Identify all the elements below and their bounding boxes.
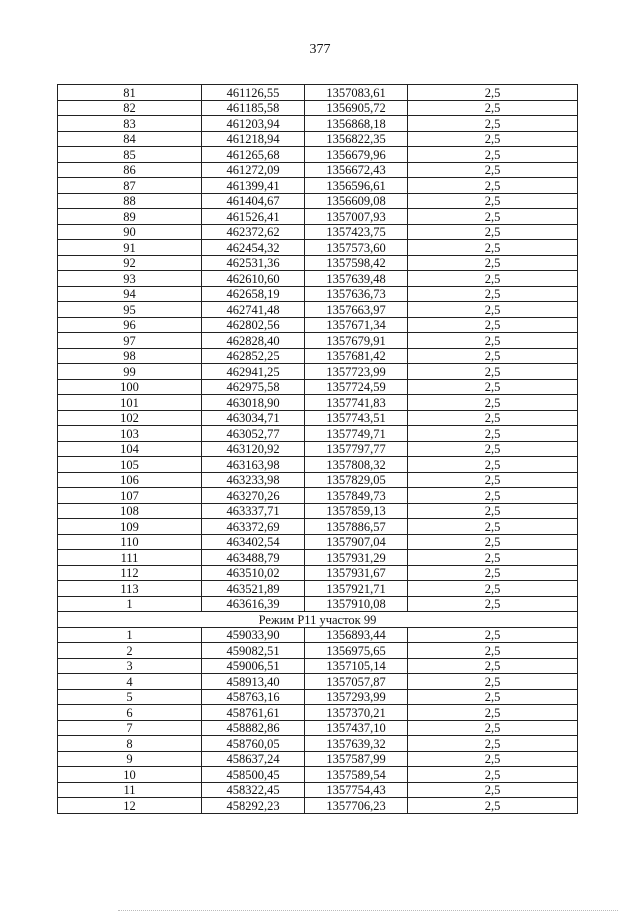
y-coordinate-cell: 1357293,99 xyxy=(305,689,408,705)
x-coordinate-cell: 463052,77 xyxy=(202,426,305,442)
x-coordinate-cell: 461399,41 xyxy=(202,178,305,194)
value-cell: 2,5 xyxy=(408,379,578,395)
value-cell: 2,5 xyxy=(408,348,578,364)
point-number-cell: 81 xyxy=(58,85,202,101)
point-number-cell: 1 xyxy=(58,596,202,612)
value-cell: 2,5 xyxy=(408,736,578,752)
table-row xyxy=(58,100,578,116)
point-number-cell: 87 xyxy=(58,178,202,194)
x-coordinate-cell: 462658,19 xyxy=(202,286,305,302)
value-cell: 2,5 xyxy=(408,178,578,194)
scan-edge-line xyxy=(118,910,618,911)
x-coordinate-cell: 458763,16 xyxy=(202,689,305,705)
value-cell: 2,5 xyxy=(408,271,578,287)
point-number-cell: 113 xyxy=(58,581,202,597)
point-number-cell: 1 xyxy=(58,627,202,643)
y-coordinate-cell: 1357849,73 xyxy=(305,488,408,504)
y-coordinate-cell: 1357931,67 xyxy=(305,565,408,581)
table-row xyxy=(58,162,578,178)
y-coordinate-cell: 1357636,73 xyxy=(305,286,408,302)
table-row xyxy=(58,627,578,643)
value-cell: 2,5 xyxy=(408,395,578,411)
x-coordinate-cell: 463521,89 xyxy=(202,581,305,597)
value-cell: 2,5 xyxy=(408,705,578,721)
y-coordinate-cell: 1357370,21 xyxy=(305,705,408,721)
value-cell: 2,5 xyxy=(408,627,578,643)
x-coordinate-cell: 461185,58 xyxy=(202,100,305,116)
value-cell: 2,5 xyxy=(408,317,578,333)
y-coordinate-cell: 1357598,42 xyxy=(305,255,408,271)
table-row xyxy=(58,317,578,333)
point-number-cell: 106 xyxy=(58,472,202,488)
x-coordinate-cell: 461404,67 xyxy=(202,193,305,209)
y-coordinate-cell: 1357663,97 xyxy=(305,302,408,318)
x-coordinate-cell: 459082,51 xyxy=(202,643,305,659)
value-cell: 2,5 xyxy=(408,596,578,612)
y-coordinate-cell: 1357587,99 xyxy=(305,751,408,767)
value-cell: 2,5 xyxy=(408,767,578,783)
table-row xyxy=(58,596,578,612)
value-cell: 2,5 xyxy=(408,581,578,597)
y-coordinate-cell: 1357679,91 xyxy=(305,333,408,349)
table-row xyxy=(58,534,578,550)
point-number-cell: 102 xyxy=(58,410,202,426)
y-coordinate-cell: 1357797,77 xyxy=(305,441,408,457)
table-row xyxy=(58,519,578,535)
value-cell: 2,5 xyxy=(408,550,578,566)
point-number-cell: 94 xyxy=(58,286,202,302)
value-cell: 2,5 xyxy=(408,658,578,674)
table-row xyxy=(58,209,578,225)
table-row xyxy=(58,271,578,287)
y-coordinate-cell: 1357754,43 xyxy=(305,782,408,798)
value-cell: 2,5 xyxy=(408,100,578,116)
point-number-cell: 84 xyxy=(58,131,202,147)
table-row xyxy=(58,426,578,442)
table-row xyxy=(58,767,578,783)
value-cell: 2,5 xyxy=(408,224,578,240)
point-number-cell: 83 xyxy=(58,116,202,132)
value-cell: 2,5 xyxy=(408,457,578,473)
table-row xyxy=(58,550,578,566)
point-number-cell: 90 xyxy=(58,224,202,240)
x-coordinate-cell: 463163,98 xyxy=(202,457,305,473)
x-coordinate-cell: 459033,90 xyxy=(202,627,305,643)
point-number-cell: 105 xyxy=(58,457,202,473)
value-cell: 2,5 xyxy=(408,751,578,767)
x-coordinate-cell: 462852,25 xyxy=(202,348,305,364)
table-row xyxy=(58,581,578,597)
value-cell: 2,5 xyxy=(408,162,578,178)
x-coordinate-cell: 462610,60 xyxy=(202,271,305,287)
point-number-cell: 12 xyxy=(58,798,202,814)
x-coordinate-cell: 458500,45 xyxy=(202,767,305,783)
y-coordinate-cell: 1357931,29 xyxy=(305,550,408,566)
table-row xyxy=(58,410,578,426)
point-number-cell: 9 xyxy=(58,751,202,767)
y-coordinate-cell: 1357921,71 xyxy=(305,581,408,597)
x-coordinate-cell: 463402,54 xyxy=(202,534,305,550)
point-number-cell: 111 xyxy=(58,550,202,566)
y-coordinate-cell: 1356822,35 xyxy=(305,131,408,147)
y-coordinate-cell: 1357724,59 xyxy=(305,379,408,395)
point-number-cell: 7 xyxy=(58,720,202,736)
point-number-cell: 100 xyxy=(58,379,202,395)
y-coordinate-cell: 1357886,57 xyxy=(305,519,408,535)
value-cell: 2,5 xyxy=(408,503,578,519)
table-row xyxy=(58,751,578,767)
table-row xyxy=(58,286,578,302)
y-coordinate-cell: 1357808,32 xyxy=(305,457,408,473)
y-coordinate-cell: 1357083,61 xyxy=(305,85,408,101)
point-number-cell: 108 xyxy=(58,503,202,519)
x-coordinate-cell: 461272,09 xyxy=(202,162,305,178)
point-number-cell: 103 xyxy=(58,426,202,442)
x-coordinate-cell: 458322,45 xyxy=(202,782,305,798)
table-row xyxy=(58,457,578,473)
value-cell: 2,5 xyxy=(408,426,578,442)
y-coordinate-cell: 1357639,32 xyxy=(305,736,408,752)
x-coordinate-cell: 462454,32 xyxy=(202,240,305,256)
value-cell: 2,5 xyxy=(408,116,578,132)
page-number: 377 xyxy=(309,42,331,57)
table-row xyxy=(58,643,578,659)
point-number-cell: 112 xyxy=(58,565,202,581)
point-number-cell: 93 xyxy=(58,271,202,287)
y-coordinate-cell: 1356609,08 xyxy=(305,193,408,209)
y-coordinate-cell: 1357681,42 xyxy=(305,348,408,364)
x-coordinate-cell: 462741,48 xyxy=(202,302,305,318)
y-coordinate-cell: 1357007,93 xyxy=(305,209,408,225)
value-cell: 2,5 xyxy=(408,689,578,705)
x-coordinate-cell: 458760,05 xyxy=(202,736,305,752)
x-coordinate-cell: 463372,69 xyxy=(202,519,305,535)
x-coordinate-cell: 463034,71 xyxy=(202,410,305,426)
y-coordinate-cell: 1357829,05 xyxy=(305,472,408,488)
point-number-cell: 88 xyxy=(58,193,202,209)
value-cell: 2,5 xyxy=(408,643,578,659)
table-row xyxy=(58,472,578,488)
y-coordinate-cell: 1357639,48 xyxy=(305,271,408,287)
y-coordinate-cell: 1356679,96 xyxy=(305,147,408,163)
x-coordinate-cell: 463510,02 xyxy=(202,565,305,581)
value-cell: 2,5 xyxy=(408,519,578,535)
point-number-cell: 2 xyxy=(58,643,202,659)
table-row xyxy=(58,302,578,318)
x-coordinate-cell: 458913,40 xyxy=(202,674,305,690)
point-number-cell: 89 xyxy=(58,209,202,225)
table-row xyxy=(58,116,578,132)
section-title: Режим Р11 участок 99 xyxy=(58,612,578,628)
y-coordinate-cell: 1357423,75 xyxy=(305,224,408,240)
x-coordinate-cell: 463018,90 xyxy=(202,395,305,411)
y-coordinate-cell: 1357741,83 xyxy=(305,395,408,411)
value-cell: 2,5 xyxy=(408,565,578,581)
value-cell: 2,5 xyxy=(408,798,578,814)
point-number-cell: 3 xyxy=(58,658,202,674)
table-row xyxy=(58,193,578,209)
table-row xyxy=(58,364,578,380)
table-row xyxy=(58,705,578,721)
y-coordinate-cell: 1356905,72 xyxy=(305,100,408,116)
x-coordinate-cell: 463233,98 xyxy=(202,472,305,488)
x-coordinate-cell: 458292,23 xyxy=(202,798,305,814)
point-number-cell: 99 xyxy=(58,364,202,380)
value-cell: 2,5 xyxy=(408,193,578,209)
x-coordinate-cell: 463337,71 xyxy=(202,503,305,519)
y-coordinate-cell: 1357907,04 xyxy=(305,534,408,550)
point-number-cell: 11 xyxy=(58,782,202,798)
y-coordinate-cell: 1357910,08 xyxy=(305,596,408,612)
value-cell: 2,5 xyxy=(408,209,578,225)
y-coordinate-cell: 1356893,44 xyxy=(305,627,408,643)
value-cell: 2,5 xyxy=(408,674,578,690)
point-number-cell: 98 xyxy=(58,348,202,364)
table-row xyxy=(58,674,578,690)
y-coordinate-cell: 1357743,51 xyxy=(305,410,408,426)
point-number-cell: 4 xyxy=(58,674,202,690)
point-number-cell: 92 xyxy=(58,255,202,271)
table-row xyxy=(58,720,578,736)
x-coordinate-cell: 462372,62 xyxy=(202,224,305,240)
table-row xyxy=(58,224,578,240)
value-cell: 2,5 xyxy=(408,286,578,302)
value-cell: 2,5 xyxy=(408,410,578,426)
x-coordinate-cell: 461526,41 xyxy=(202,209,305,225)
x-coordinate-cell: 463616,39 xyxy=(202,596,305,612)
value-cell: 2,5 xyxy=(408,534,578,550)
table-row xyxy=(58,379,578,395)
point-number-cell: 6 xyxy=(58,705,202,721)
y-coordinate-cell: 1357589,54 xyxy=(305,767,408,783)
point-number-cell: 8 xyxy=(58,736,202,752)
table-row xyxy=(58,441,578,457)
table-row xyxy=(58,395,578,411)
point-number-cell: 85 xyxy=(58,147,202,163)
coordinates-table xyxy=(57,84,578,814)
y-coordinate-cell: 1357573,60 xyxy=(305,240,408,256)
point-number-cell: 104 xyxy=(58,441,202,457)
table-row xyxy=(58,85,578,101)
y-coordinate-cell: 1357706,23 xyxy=(305,798,408,814)
section-header-row xyxy=(58,612,578,628)
point-number-cell: 10 xyxy=(58,767,202,783)
value-cell: 2,5 xyxy=(408,131,578,147)
table-row xyxy=(58,658,578,674)
y-coordinate-cell: 1356975,65 xyxy=(305,643,408,659)
table-row xyxy=(58,147,578,163)
x-coordinate-cell: 462802,56 xyxy=(202,317,305,333)
y-coordinate-cell: 1357057,87 xyxy=(305,674,408,690)
table-row xyxy=(58,131,578,147)
point-number-cell: 96 xyxy=(58,317,202,333)
value-cell: 2,5 xyxy=(408,364,578,380)
point-number-cell: 109 xyxy=(58,519,202,535)
table-row xyxy=(58,736,578,752)
value-cell: 2,5 xyxy=(408,147,578,163)
point-number-cell: 107 xyxy=(58,488,202,504)
x-coordinate-cell: 462941,25 xyxy=(202,364,305,380)
x-coordinate-cell: 461126,55 xyxy=(202,85,305,101)
x-coordinate-cell: 463270,26 xyxy=(202,488,305,504)
y-coordinate-cell: 1356596,61 xyxy=(305,178,408,194)
y-coordinate-cell: 1357437,10 xyxy=(305,720,408,736)
table-row xyxy=(58,255,578,271)
x-coordinate-cell: 458637,24 xyxy=(202,751,305,767)
y-coordinate-cell: 1357671,34 xyxy=(305,317,408,333)
point-number-cell: 82 xyxy=(58,100,202,116)
point-number-cell: 5 xyxy=(58,689,202,705)
x-coordinate-cell: 462828,40 xyxy=(202,333,305,349)
value-cell: 2,5 xyxy=(408,85,578,101)
x-coordinate-cell: 462531,36 xyxy=(202,255,305,271)
table-row xyxy=(58,782,578,798)
x-coordinate-cell: 461203,94 xyxy=(202,116,305,132)
x-coordinate-cell: 463120,92 xyxy=(202,441,305,457)
table-row xyxy=(58,798,578,814)
point-number-cell: 86 xyxy=(58,162,202,178)
value-cell: 2,5 xyxy=(408,255,578,271)
table-row xyxy=(58,178,578,194)
y-coordinate-cell: 1356868,18 xyxy=(305,116,408,132)
x-coordinate-cell: 458761,61 xyxy=(202,705,305,721)
value-cell: 2,5 xyxy=(408,472,578,488)
value-cell: 2,5 xyxy=(408,302,578,318)
x-coordinate-cell: 462975,58 xyxy=(202,379,305,395)
table-row xyxy=(58,488,578,504)
x-coordinate-cell: 461265,68 xyxy=(202,147,305,163)
point-number-cell: 110 xyxy=(58,534,202,550)
y-coordinate-cell: 1357105,14 xyxy=(305,658,408,674)
y-coordinate-cell: 1356672,43 xyxy=(305,162,408,178)
x-coordinate-cell: 458882,86 xyxy=(202,720,305,736)
point-number-cell: 101 xyxy=(58,395,202,411)
table-row xyxy=(58,565,578,581)
value-cell: 2,5 xyxy=(408,240,578,256)
x-coordinate-cell: 463488,79 xyxy=(202,550,305,566)
point-number-cell: 97 xyxy=(58,333,202,349)
value-cell: 2,5 xyxy=(408,720,578,736)
value-cell: 2,5 xyxy=(408,333,578,349)
y-coordinate-cell: 1357723,99 xyxy=(305,364,408,380)
point-number-cell: 91 xyxy=(58,240,202,256)
y-coordinate-cell: 1357859,13 xyxy=(305,503,408,519)
table-row xyxy=(58,503,578,519)
table-row xyxy=(58,689,578,705)
point-number-cell: 95 xyxy=(58,302,202,318)
table-row xyxy=(58,348,578,364)
x-coordinate-cell: 459006,51 xyxy=(202,658,305,674)
x-coordinate-cell: 461218,94 xyxy=(202,131,305,147)
value-cell: 2,5 xyxy=(408,441,578,457)
value-cell: 2,5 xyxy=(408,782,578,798)
value-cell: 2,5 xyxy=(408,488,578,504)
table-row xyxy=(58,333,578,349)
y-coordinate-cell: 1357749,71 xyxy=(305,426,408,442)
table-row xyxy=(58,240,578,256)
